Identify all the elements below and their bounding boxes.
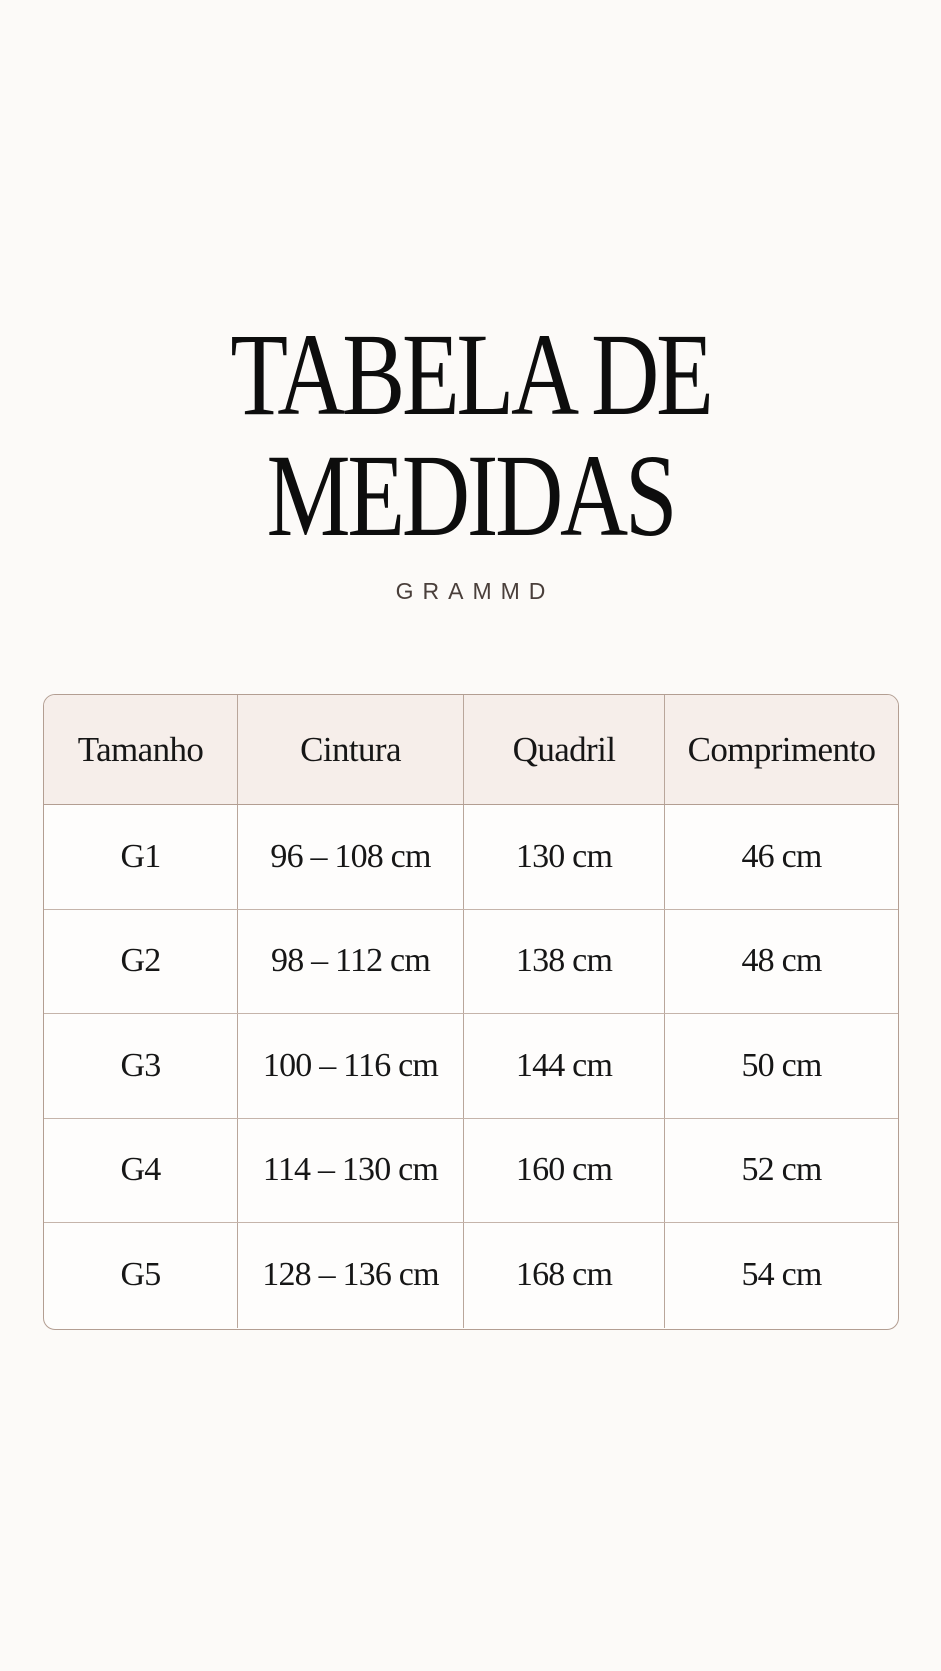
size-cell: G5 <box>44 1223 238 1328</box>
size-cell: G4 <box>44 1119 238 1223</box>
waist-cell: 114 – 130 cm <box>238 1119 464 1223</box>
length-cell: 52 cm <box>741 1151 822 1189</box>
hip-cell: 168 cm <box>464 1223 665 1328</box>
table-row <box>44 1014 898 1119</box>
page-title-line-2: MEDIDAS <box>266 430 675 561</box>
table-row <box>44 910 898 1015</box>
size-cell: G3 <box>44 1014 238 1118</box>
size-cell: G2 <box>44 910 238 1014</box>
brand-name: GRAMMD <box>395 578 555 604</box>
hip-cell: 144 cm <box>464 1014 665 1118</box>
table-header-row <box>44 695 898 805</box>
table-row <box>44 1119 898 1224</box>
column-header-size: Tamanho <box>44 695 238 804</box>
length-cell: 46 cm <box>741 837 822 875</box>
column-header-length: Comprimento <box>687 729 876 769</box>
waist-cell: 96 – 108 cm <box>238 805 464 909</box>
page-title-line-1: TABELA DE <box>230 309 711 440</box>
waist-cell: 100 – 116 cm <box>238 1014 464 1118</box>
waist-cell: 98 – 112 cm <box>238 910 464 1014</box>
hip-cell: 130 cm <box>464 805 665 909</box>
waist-cell: 128 – 136 cm <box>238 1223 464 1328</box>
column-header-waist: Cintura <box>238 695 464 804</box>
table-row <box>44 805 898 910</box>
table-row <box>44 1223 898 1328</box>
hip-cell: 138 cm <box>464 910 665 1014</box>
length-cell: 48 cm <box>741 942 822 980</box>
column-header-hip: Quadril <box>464 695 665 804</box>
length-cell: 54 cm <box>741 1256 822 1294</box>
hip-cell: 160 cm <box>464 1119 665 1223</box>
size-chart-table <box>43 694 899 1330</box>
length-cell: 50 cm <box>741 1046 822 1084</box>
size-cell: G1 <box>44 805 238 909</box>
